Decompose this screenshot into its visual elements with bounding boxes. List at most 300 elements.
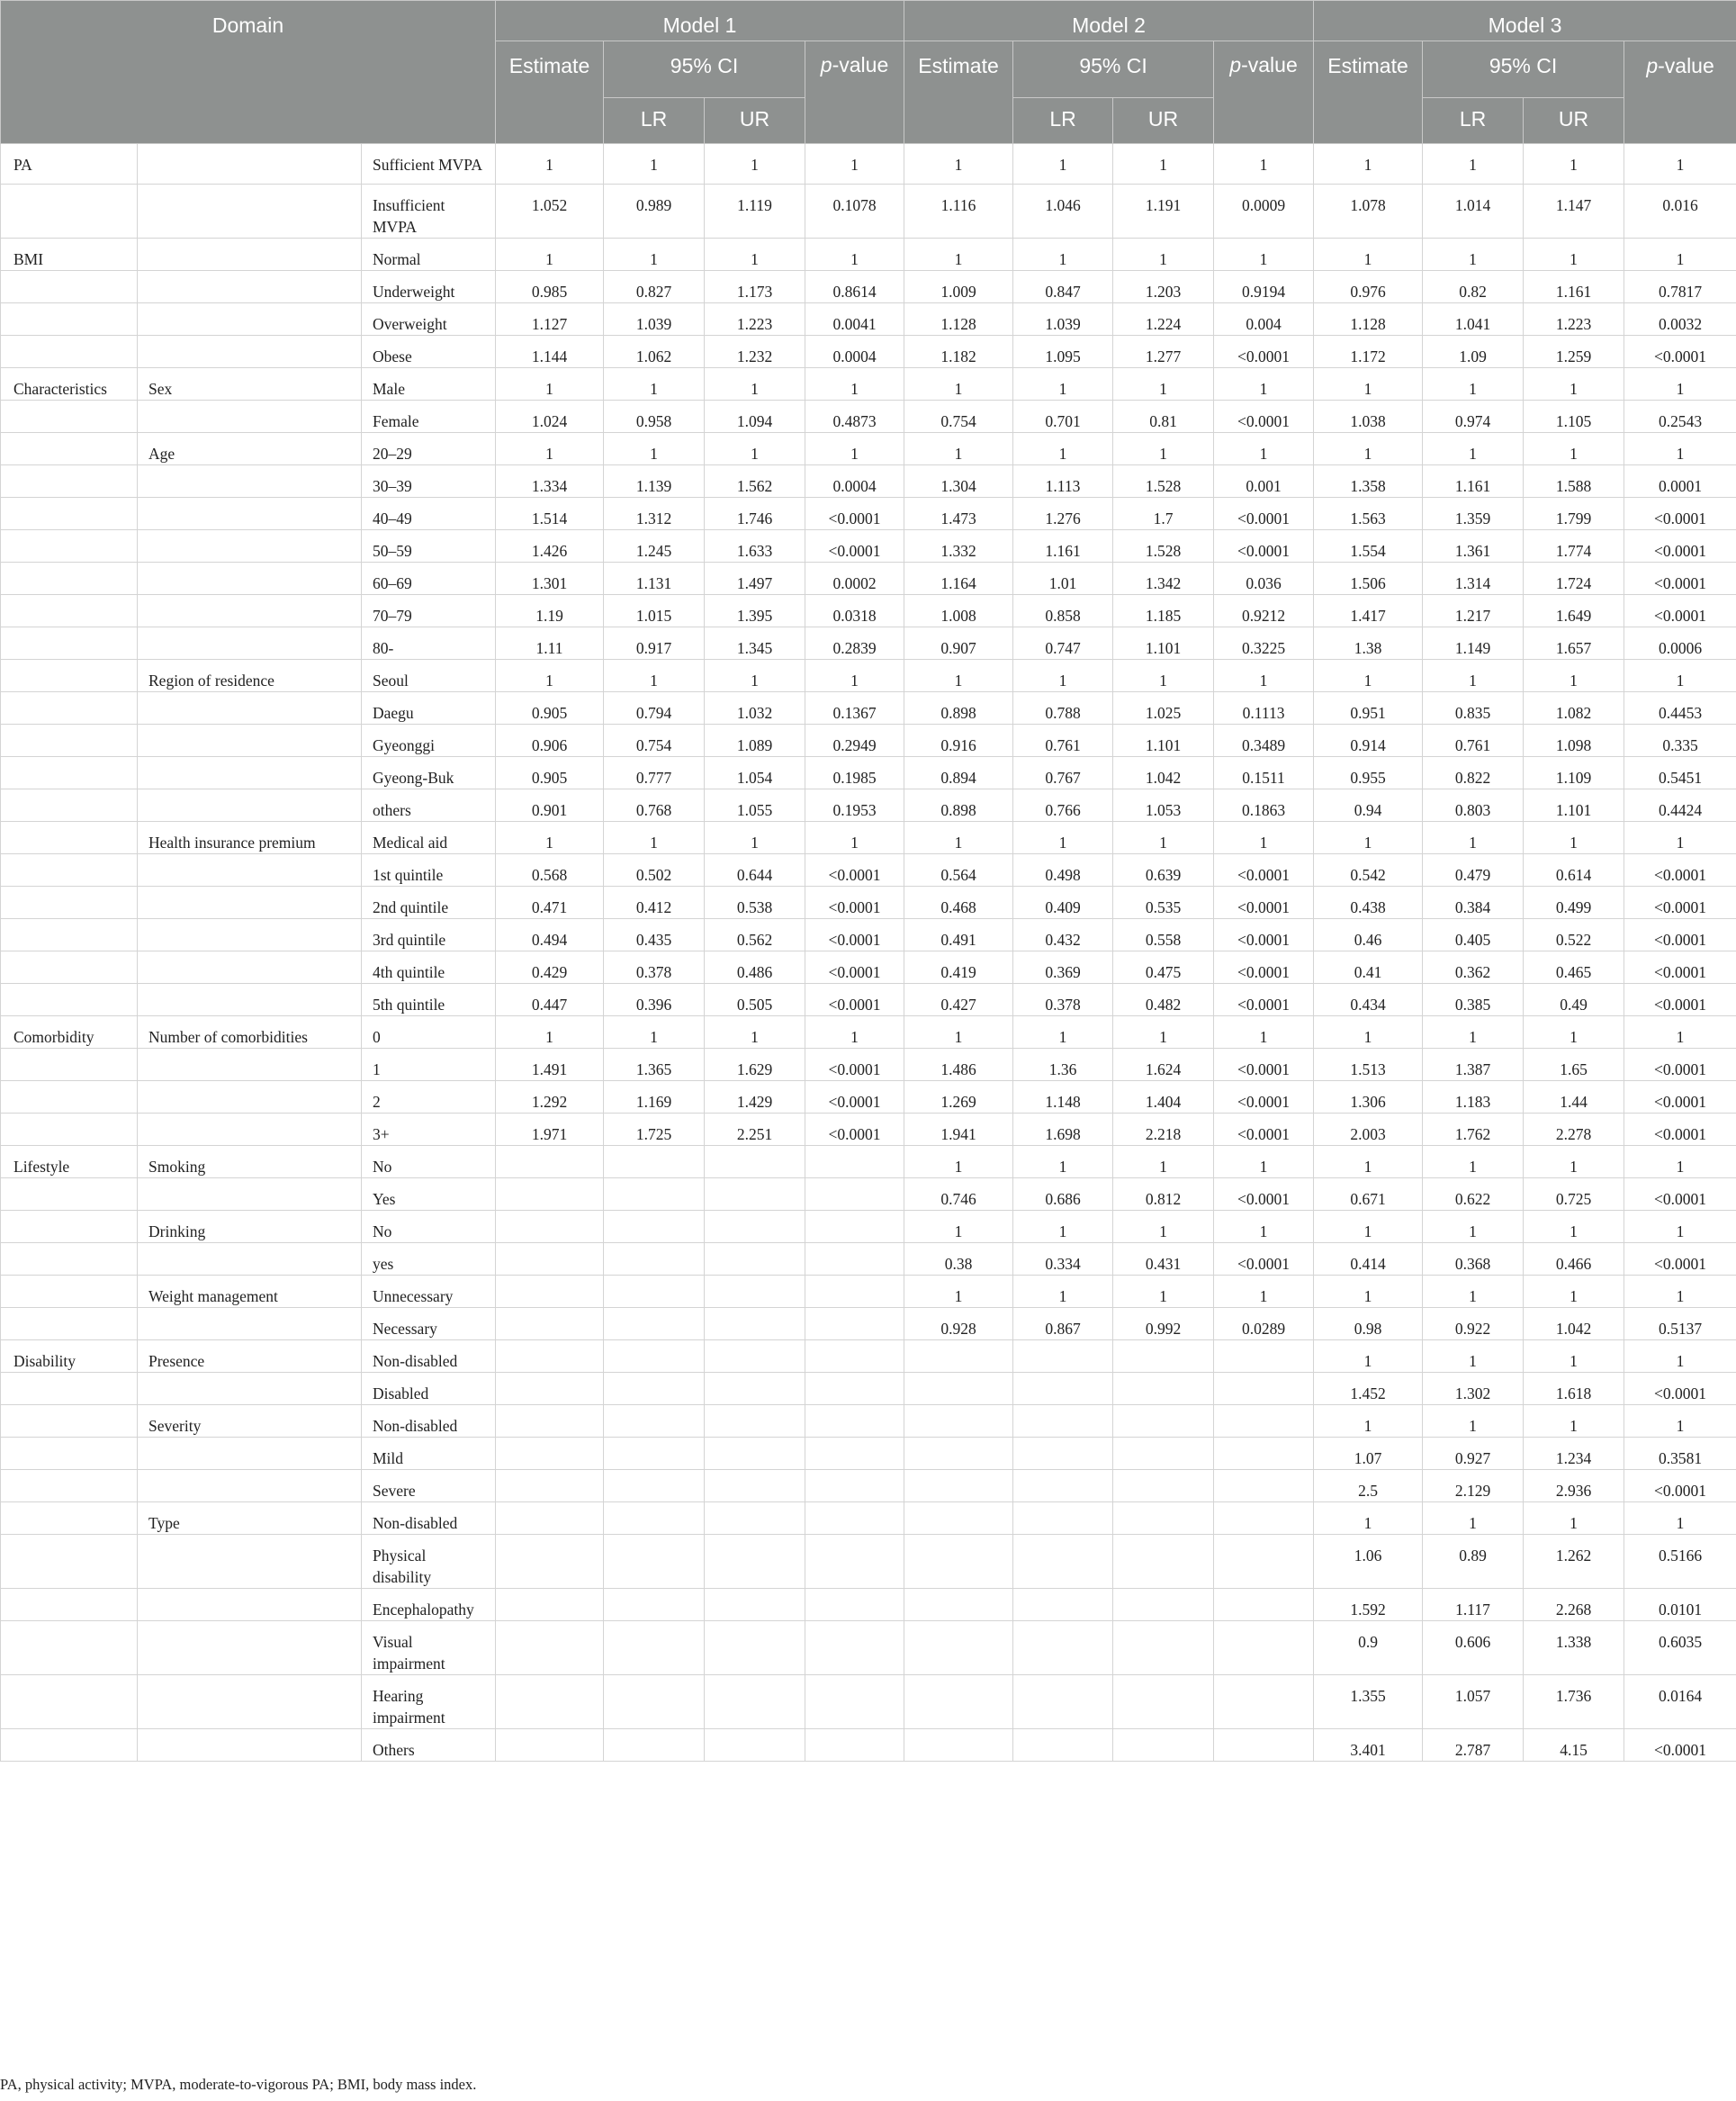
table-row — [1, 1470, 1736, 1502]
lr-cell — [1013, 1373, 1113, 1405]
level-cell: Disabled — [362, 1373, 496, 1405]
level-cell: No — [362, 1211, 496, 1243]
p-value-cell: 0.4873 — [805, 401, 904, 433]
estimate-cell: 0.907 — [904, 627, 1013, 660]
lr-cell: 1 — [1423, 1016, 1524, 1049]
lr-cell: 1.36 — [1013, 1049, 1113, 1081]
p-value-cell: <0.0001 — [1214, 401, 1314, 433]
ur-cell: 1.342 — [1113, 563, 1214, 595]
table-row — [1, 595, 1736, 627]
p-value-cell — [805, 1729, 904, 1762]
estimate-cell — [904, 1729, 1013, 1762]
lr-cell: 1.312 — [604, 498, 705, 530]
estimate-cell — [496, 1438, 604, 1470]
level-cell: Non-disabled — [362, 1405, 496, 1438]
table-row — [1, 530, 1736, 563]
p-value-cell — [805, 1470, 904, 1502]
ur-cell: 2.936 — [1524, 1470, 1624, 1502]
lr-cell: 0.334 — [1013, 1243, 1113, 1276]
ur-cell — [705, 1243, 805, 1276]
p-value-cell: 0.0001 — [1624, 465, 1736, 498]
domain-cell: Lifestyle — [1, 1146, 138, 1178]
level-cell: Non-disabled — [362, 1340, 496, 1373]
p-value-cell: 1 — [1624, 368, 1736, 401]
ur-cell: 1 — [1524, 822, 1624, 854]
p-value-cell — [805, 1589, 904, 1621]
ur-cell — [705, 1146, 805, 1178]
estimate-cell — [496, 1373, 604, 1405]
estimate-cell: 1 — [496, 144, 604, 185]
estimate-cell: 1 — [1314, 1211, 1423, 1243]
table-row — [1, 1502, 1736, 1535]
domain-cell: Disability — [1, 1340, 138, 1373]
estimate-cell — [904, 1438, 1013, 1470]
ur-cell: 0.499 — [1524, 887, 1624, 919]
p-value-cell: 0.0101 — [1624, 1589, 1736, 1621]
estimate-cell: 0.494 — [496, 919, 604, 951]
level-cell: Underweight — [362, 271, 496, 303]
lr-cell: 1.302 — [1423, 1373, 1524, 1405]
subgroup-cell — [138, 919, 362, 951]
subgroup-cell: Smoking — [138, 1146, 362, 1178]
estimate-header: Estimate — [1314, 41, 1423, 144]
ur-cell: 1.774 — [1524, 530, 1624, 563]
estimate-cell: 0.438 — [1314, 887, 1423, 919]
table-row — [1, 660, 1736, 692]
estimate-cell: 0.898 — [904, 692, 1013, 725]
ur-cell: 1.338 — [1524, 1621, 1624, 1675]
ur-cell — [1113, 1405, 1214, 1438]
p-value-cell: 0.1985 — [805, 757, 904, 789]
table-row — [1, 1049, 1736, 1081]
lr-cell: 0.747 — [1013, 627, 1113, 660]
level-cell: others — [362, 789, 496, 822]
p-value-cell: 1 — [1214, 660, 1314, 692]
ur-cell: 0.522 — [1524, 919, 1624, 951]
estimate-cell: 1 — [1314, 660, 1423, 692]
lr-cell: 0.82 — [1423, 271, 1524, 303]
estimate-cell — [496, 1729, 604, 1762]
lr-cell: 1.762 — [1423, 1114, 1524, 1146]
p-value-cell — [1214, 1675, 1314, 1729]
estimate-cell: 1.19 — [496, 595, 604, 627]
ur-cell: 0.725 — [1524, 1178, 1624, 1211]
ci-header: 95% CI — [1013, 41, 1214, 98]
lr-cell: 1 — [1013, 368, 1113, 401]
estimate-cell: 1.506 — [1314, 563, 1423, 595]
lr-cell: 1.148 — [1013, 1081, 1113, 1114]
lr-cell: 0.378 — [604, 951, 705, 984]
ur-cell — [705, 1276, 805, 1308]
ur-cell: 1.633 — [705, 530, 805, 563]
ur-cell — [705, 1589, 805, 1621]
lr-cell — [604, 1211, 705, 1243]
estimate-cell: 1.491 — [496, 1049, 604, 1081]
ur-cell: 1.054 — [705, 757, 805, 789]
ur-cell: 1 — [705, 660, 805, 692]
estimate-cell — [496, 1470, 604, 1502]
estimate-cell: 1.182 — [904, 336, 1013, 368]
level-cell: Gyeong-Buk — [362, 757, 496, 789]
estimate-cell — [496, 1621, 604, 1675]
lr-cell: 0.362 — [1423, 951, 1524, 984]
table-row — [1, 303, 1736, 336]
ur-cell: 2.251 — [705, 1114, 805, 1146]
estimate-cell: 1.38 — [1314, 627, 1423, 660]
domain-cell — [1, 1470, 138, 1502]
level-cell: Physical disability — [362, 1535, 496, 1589]
lr-cell: 0.89 — [1423, 1535, 1524, 1589]
estimate-header: Estimate — [496, 41, 604, 144]
estimate-cell: 1.078 — [1314, 185, 1423, 239]
p-value-cell: 0.1953 — [805, 789, 904, 822]
level-cell: 70–79 — [362, 595, 496, 627]
ur-cell — [1113, 1589, 1214, 1621]
ur-cell: 1.224 — [1113, 303, 1214, 336]
lr-cell: 1 — [1423, 144, 1524, 185]
p-value-cell: <0.0001 — [1624, 1373, 1736, 1405]
lr-cell: 1 — [604, 144, 705, 185]
p-value-cell — [805, 1178, 904, 1211]
lr-cell: 1 — [604, 822, 705, 854]
ur-cell — [1113, 1438, 1214, 1470]
lr-cell: 0.412 — [604, 887, 705, 919]
domain-cell — [1, 1243, 138, 1276]
domain-cell: BMI — [1, 239, 138, 271]
lr-cell: 1.161 — [1423, 465, 1524, 498]
estimate-cell: 1.355 — [1314, 1675, 1423, 1729]
p-value-cell: <0.0001 — [1214, 887, 1314, 919]
ur-cell — [705, 1340, 805, 1373]
level-cell: Hearing impairment — [362, 1675, 496, 1729]
ur-cell — [705, 1470, 805, 1502]
table-row — [1, 401, 1736, 433]
estimate-cell: 0.746 — [904, 1178, 1013, 1211]
estimate-cell: 1 — [496, 433, 604, 465]
p-value-cell: 0.3489 — [1214, 725, 1314, 757]
subgroup-cell: Severity — [138, 1405, 362, 1438]
p-value-cell: <0.0001 — [1214, 951, 1314, 984]
subgroup-cell — [138, 1729, 362, 1762]
p-value-cell: <0.0001 — [1624, 1049, 1736, 1081]
ur-cell: 1.025 — [1113, 692, 1214, 725]
estimate-cell: 0.916 — [904, 725, 1013, 757]
table-row — [1, 239, 1736, 271]
table-row — [1, 1438, 1736, 1470]
ur-cell: 0.535 — [1113, 887, 1214, 919]
p-value-cell: 0.1078 — [805, 185, 904, 239]
ur-cell: 1 — [1524, 1276, 1624, 1308]
ur-cell: 1 — [705, 1016, 805, 1049]
lr-cell: 0.761 — [1423, 725, 1524, 757]
level-cell: No — [362, 1146, 496, 1178]
table-row — [1, 725, 1736, 757]
p-value-cell: 1 — [1624, 1146, 1736, 1178]
level-cell: Mild — [362, 1438, 496, 1470]
lr-cell: 1 — [1423, 368, 1524, 401]
lr-cell: 0.409 — [1013, 887, 1113, 919]
lr-cell: 1.046 — [1013, 185, 1113, 239]
ur-cell: 1 — [705, 144, 805, 185]
lr-cell — [1013, 1502, 1113, 1535]
p-value-cell — [1214, 1502, 1314, 1535]
estimate-cell: 1.038 — [1314, 401, 1423, 433]
p-value-cell: 1 — [1624, 1502, 1736, 1535]
estimate-cell: 1.513 — [1314, 1049, 1423, 1081]
p-value-cell — [1214, 1340, 1314, 1373]
p-value-cell: <0.0001 — [1624, 919, 1736, 951]
p-value-cell: <0.0001 — [805, 530, 904, 563]
p-value-cell: 0.0041 — [805, 303, 904, 336]
lr-cell: 0.384 — [1423, 887, 1524, 919]
ur-cell: 1.7 — [1113, 498, 1214, 530]
p-value-cell — [1214, 1438, 1314, 1470]
lr-cell: 0.479 — [1423, 854, 1524, 887]
ur-cell: 1.185 — [1113, 595, 1214, 627]
ur-cell: 1.588 — [1524, 465, 1624, 498]
p-value-cell: 1 — [1214, 822, 1314, 854]
estimate-cell: 1.06 — [1314, 1535, 1423, 1589]
domain-cell — [1, 1178, 138, 1211]
lr-cell: 0.768 — [604, 789, 705, 822]
ur-cell — [1113, 1729, 1214, 1762]
ur-cell: 1.042 — [1113, 757, 1214, 789]
level-cell: Normal — [362, 239, 496, 271]
level-cell: Yes — [362, 1178, 496, 1211]
lr-cell: 1.014 — [1423, 185, 1524, 239]
ur-cell — [1113, 1675, 1214, 1729]
domain-cell — [1, 660, 138, 692]
estimate-cell: 1 — [1314, 1405, 1423, 1438]
domain-cell — [1, 401, 138, 433]
p-value-cell: 1 — [1624, 660, 1736, 692]
lr-cell — [604, 1502, 705, 1535]
lr-cell: 0.989 — [604, 185, 705, 239]
ur-cell: 0.465 — [1524, 951, 1624, 984]
estimate-cell: 0.447 — [496, 984, 604, 1016]
table-row — [1, 1276, 1736, 1308]
subgroup-cell — [138, 789, 362, 822]
ur-cell: 1.101 — [1113, 725, 1214, 757]
ur-cell — [1113, 1535, 1214, 1589]
domain-cell — [1, 1535, 138, 1589]
estimate-cell: 1 — [1314, 1016, 1423, 1049]
p-value-cell: 0.1367 — [805, 692, 904, 725]
p-value-cell: 0.0004 — [805, 336, 904, 368]
estimate-cell: 0.906 — [496, 725, 604, 757]
lr-cell: 0.867 — [1013, 1308, 1113, 1340]
ur-cell — [1113, 1470, 1214, 1502]
estimate-cell: 1.334 — [496, 465, 604, 498]
estimate-cell: 0.434 — [1314, 984, 1423, 1016]
model-1-header: Model 1 — [496, 1, 904, 41]
estimate-cell — [496, 1243, 604, 1276]
estimate-cell: 1 — [1314, 1276, 1423, 1308]
estimate-header: Estimate — [904, 41, 1013, 144]
lr-cell — [604, 1276, 705, 1308]
p-value-cell: <0.0001 — [1624, 530, 1736, 563]
ur-cell: 1.618 — [1524, 1373, 1624, 1405]
p-value-cell — [1214, 1535, 1314, 1589]
ur-cell: 1.232 — [705, 336, 805, 368]
lr-cell — [1013, 1535, 1113, 1589]
model-2-header: Model 2 — [904, 1, 1314, 41]
ur-cell: 1.105 — [1524, 401, 1624, 433]
lr-cell: 0.847 — [1013, 271, 1113, 303]
ur-cell — [705, 1621, 805, 1675]
p-value-cell: <0.0001 — [1214, 854, 1314, 887]
level-cell: Daegu — [362, 692, 496, 725]
p-value-cell: 0.9212 — [1214, 595, 1314, 627]
estimate-cell: 0.414 — [1314, 1243, 1423, 1276]
lr-cell — [604, 1373, 705, 1405]
table-row — [1, 1535, 1736, 1589]
p-value-cell: <0.0001 — [1624, 887, 1736, 919]
ur-cell — [705, 1502, 805, 1535]
domain-cell — [1, 951, 138, 984]
estimate-cell: 0.905 — [496, 757, 604, 789]
estimate-cell: 1 — [904, 144, 1013, 185]
ur-cell: 0.614 — [1524, 854, 1624, 887]
ur-cell: 2.218 — [1113, 1114, 1214, 1146]
ur-cell: 1 — [1524, 1340, 1624, 1373]
p-value-cell: <0.0001 — [1624, 1178, 1736, 1211]
lr-cell: 1 — [1013, 1211, 1113, 1243]
p-value-cell: 0.0002 — [805, 563, 904, 595]
level-cell: Male — [362, 368, 496, 401]
level-cell: Unnecessary — [362, 1276, 496, 1308]
table-row — [1, 368, 1736, 401]
lr-cell — [1013, 1729, 1113, 1762]
domain-cell — [1, 1081, 138, 1114]
subgroup-cell — [138, 530, 362, 563]
subgroup-cell — [138, 1373, 362, 1405]
p-value-cell: 1 — [805, 368, 904, 401]
lr-cell: 1.113 — [1013, 465, 1113, 498]
lr-cell: 1.015 — [604, 595, 705, 627]
domain-cell — [1, 1675, 138, 1729]
estimate-cell: 1 — [496, 368, 604, 401]
subgroup-cell: Age — [138, 433, 362, 465]
lr-cell — [604, 1675, 705, 1729]
p-value-cell: 0.3581 — [1624, 1438, 1736, 1470]
lr-cell: 1 — [1013, 660, 1113, 692]
ur-cell: 1 — [1113, 433, 1214, 465]
p-value-cell — [805, 1146, 904, 1178]
p-value-cell: <0.0001 — [805, 498, 904, 530]
ur-cell: 1.404 — [1113, 1081, 1214, 1114]
table-footnote: PA, physical activity; MVPA, moderate-to-vigorous PA; BMI, body mass index. — [0, 2076, 477, 2093]
level-cell: Medical aid — [362, 822, 496, 854]
lr-cell: 1 — [1423, 239, 1524, 271]
estimate-cell: 0.905 — [496, 692, 604, 725]
lr-cell: 1.217 — [1423, 595, 1524, 627]
p-value-cell: <0.0001 — [805, 1081, 904, 1114]
subgroup-cell — [138, 1243, 362, 1276]
ur-cell: 1.082 — [1524, 692, 1624, 725]
p-value-cell: 1 — [1624, 239, 1736, 271]
lr-cell: 0.958 — [604, 401, 705, 433]
p-value-cell: 1 — [1624, 1211, 1736, 1243]
p-value-cell: <0.0001 — [1214, 1114, 1314, 1146]
p-value-cell: 0.0009 — [1214, 185, 1314, 239]
domain-cell — [1, 1276, 138, 1308]
p-value-cell — [805, 1438, 904, 1470]
ur-cell — [1113, 1621, 1214, 1675]
lr-cell: 1.062 — [604, 336, 705, 368]
level-cell: 0 — [362, 1016, 496, 1049]
level-cell: Overweight — [362, 303, 496, 336]
estimate-cell: 1.452 — [1314, 1373, 1423, 1405]
lr-cell — [1013, 1438, 1113, 1470]
estimate-cell: 1.07 — [1314, 1438, 1423, 1470]
p-value-cell: 0.1511 — [1214, 757, 1314, 789]
p-value-cell: 0.5451 — [1624, 757, 1736, 789]
level-cell: 20–29 — [362, 433, 496, 465]
estimate-cell: 0.491 — [904, 919, 1013, 951]
ur-cell: 1 — [1524, 1211, 1624, 1243]
p-value-cell — [805, 1308, 904, 1340]
domain-cell — [1, 271, 138, 303]
lr-cell: 1.359 — [1423, 498, 1524, 530]
level-cell: 30–39 — [362, 465, 496, 498]
ur-cell — [705, 1211, 805, 1243]
estimate-cell — [904, 1340, 1013, 1373]
lr-cell: 1 — [1013, 433, 1113, 465]
estimate-cell: 1 — [496, 822, 604, 854]
ur-cell: 0.431 — [1113, 1243, 1214, 1276]
ur-cell: 0.558 — [1113, 919, 1214, 951]
table-row — [1, 919, 1736, 951]
estimate-cell: 0.955 — [1314, 757, 1423, 789]
lr-cell: 0.858 — [1013, 595, 1113, 627]
ur-cell: 1.223 — [705, 303, 805, 336]
ur-cell: 1.161 — [1524, 271, 1624, 303]
subgroup-cell — [138, 498, 362, 530]
ur-cell — [1113, 1373, 1214, 1405]
ur-cell: 1.089 — [705, 725, 805, 757]
lr-header: LR — [604, 98, 705, 144]
estimate-cell: 1 — [904, 433, 1013, 465]
domain-cell — [1, 1308, 138, 1340]
lr-header: LR — [1423, 98, 1524, 144]
subgroup-cell: Number of comorbidities — [138, 1016, 362, 1049]
subgroup-cell — [138, 144, 362, 185]
estimate-cell: 1 — [904, 1211, 1013, 1243]
p-value-cell — [1214, 1470, 1314, 1502]
table-row — [1, 1114, 1736, 1146]
p-value-cell: 0.6035 — [1624, 1621, 1736, 1675]
p-value-cell: 0.1113 — [1214, 692, 1314, 725]
ur-cell: 1.649 — [1524, 595, 1624, 627]
p-value-cell: <0.0001 — [1214, 984, 1314, 1016]
model-3-header: Model 3 — [1314, 1, 1736, 41]
ur-cell: 1.259 — [1524, 336, 1624, 368]
ur-cell: 1 — [1524, 1146, 1624, 1178]
lr-cell: 1 — [1423, 822, 1524, 854]
domain-cell — [1, 303, 138, 336]
p-value-cell: 1 — [1624, 1340, 1736, 1373]
estimate-cell — [496, 1502, 604, 1535]
table-row — [1, 1016, 1736, 1049]
subgroup-cell — [138, 1470, 362, 1502]
table-row — [1, 854, 1736, 887]
ur-cell: 1.497 — [705, 563, 805, 595]
p-value-header: p-value — [1214, 41, 1314, 144]
domain-cell — [1, 465, 138, 498]
level-cell: 60–69 — [362, 563, 496, 595]
estimate-cell: 1 — [904, 1146, 1013, 1178]
